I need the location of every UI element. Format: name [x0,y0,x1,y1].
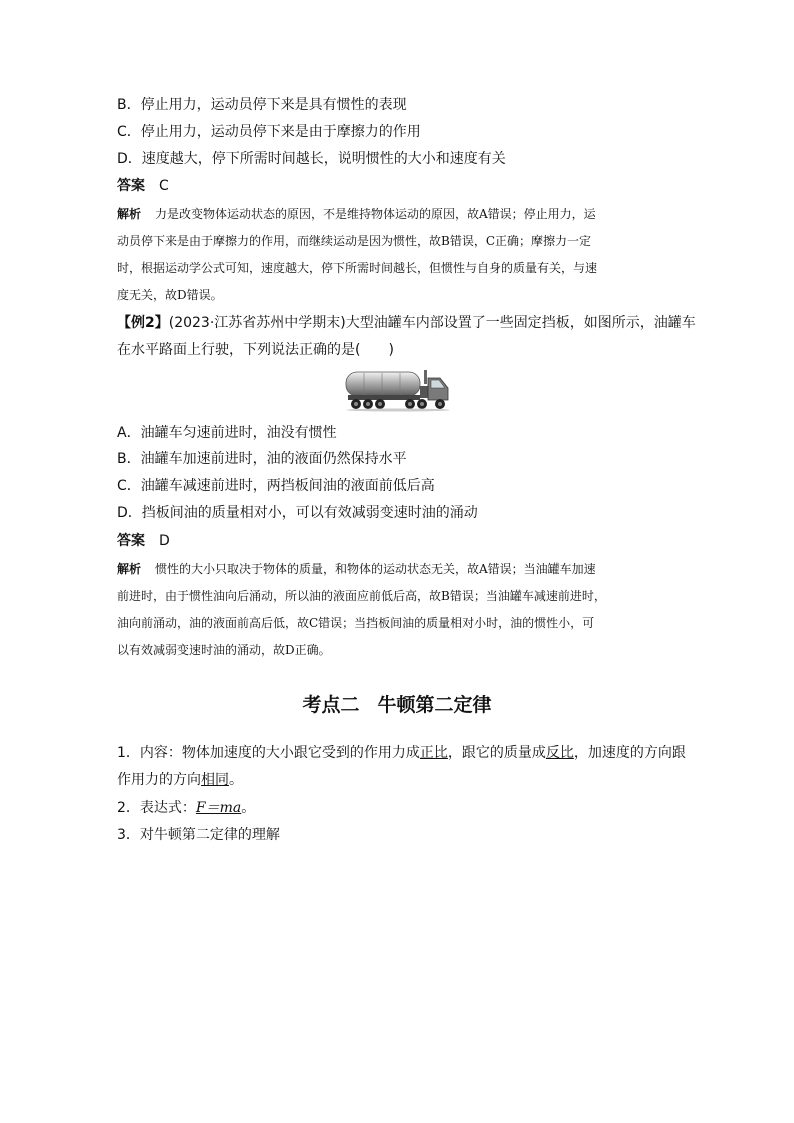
point-text: 1．内容：物体加速度的大小跟它受到的作用力成 [117,745,420,761]
explanation-text: 惯性的大小只取决于物体的质量，和物体的运动状态无关，故A错误；当油罐车加速 [155,562,596,576]
ex1-option-d: D．速度越大，停下所需时间越长，说明惯性的大小和速度有关 [117,151,506,167]
formula: F＝ma [195,800,242,816]
point-text: ，加速度的方向跟 [573,745,686,761]
answer-label: 答案 [117,178,145,194]
ex2-explanation-line: 以有效减弱变速时油的涌动，故D正确。 [117,643,331,657]
example-source: (2023·江苏省苏州中学期末) [168,315,346,331]
explanation-label: 解析 [117,207,142,221]
point-2-line [117,798,255,818]
ex1-explanation-line: 度无关，故D错误。 [117,288,223,302]
point-3-line: 3．对牛顿第二定律的理解 [117,827,280,843]
section-heading [0,692,794,718]
ex2-stem-line: 在水平路面上行驶，下列说法正确的是( ) [117,342,394,358]
point-text: 2．表达式： [117,800,196,816]
ex1-option-c: C．停止用力，运动员停下来是由于摩擦力的作用 [117,124,421,140]
blank-answer: 反比 [545,745,574,761]
blank-answer: 相同 [201,772,229,788]
point-text: ，跟它的质量成 [447,745,546,761]
ex2-explanation-line: 前进时，由于惯性油向后涌动，所以油的液面应前低后高，故B错误；当油罐车减速前进时， [117,589,606,603]
answer-value: D [159,533,170,549]
ex1-explanation-line [117,204,596,224]
point-text: 。 [241,800,256,816]
ex2-option-c: C．油罐车减速前进时，两挡板间油的液面前低后高 [117,478,435,494]
explanation-text: 力是改变物体运动状态的原因，不是维持物体运动的原因，故A错误；停止用力，运 [155,207,596,221]
answer-label: 答案 [117,533,145,549]
ex2-explanation-line [117,559,596,579]
section-number: 考点二 [302,694,360,716]
ex1-option-b: B．停止用力，运动员停下来是具有惯性的表现 [117,97,407,113]
point-1-line [117,770,243,790]
ex2-option-a: A．油罐车匀速前进时，油没有惯性 [117,425,337,441]
ex2-answer [117,531,170,551]
blank-answer: 正比 [419,745,448,761]
point-text: 。 [229,772,243,788]
ex1-explanation-line: 时，根据运动学公式可知，速度越大，停下所需时间越长，但惯性与自身的质量有关，与速 [117,261,598,275]
ex1-answer [117,176,169,196]
section-name: 牛顿第二定律 [377,694,492,716]
ex2-option-d: D．挡板间油的质量相对小，可以有效减弱变速时油的涌动 [117,505,478,521]
example-tag: 【例2】 [117,315,169,331]
ex2-stem-line [117,313,696,333]
ex1-explanation-line: 动员停下来是由于摩擦力的作用，而继续运动是因为惯性，故B错误，C正确；摩擦力一定 [117,234,592,248]
point-1-line [117,743,686,763]
answer-value: C [159,178,169,194]
tanker-truck-icon [344,366,452,412]
example-stem: 大型油罐车内部设置了一些固定挡板，如图所示，油罐车 [345,315,696,331]
explanation-label: 解析 [117,562,142,576]
ex2-explanation-line: 油向前涌动，油的液面前高后低，故C错误；当挡板间油的质量相对小时，油的惯性小，可 [117,616,595,630]
ex2-option-b: B．油罐车加速前进时，油的液面仍然保持水平 [117,451,407,467]
point-text: 作用力的方向 [117,772,201,788]
